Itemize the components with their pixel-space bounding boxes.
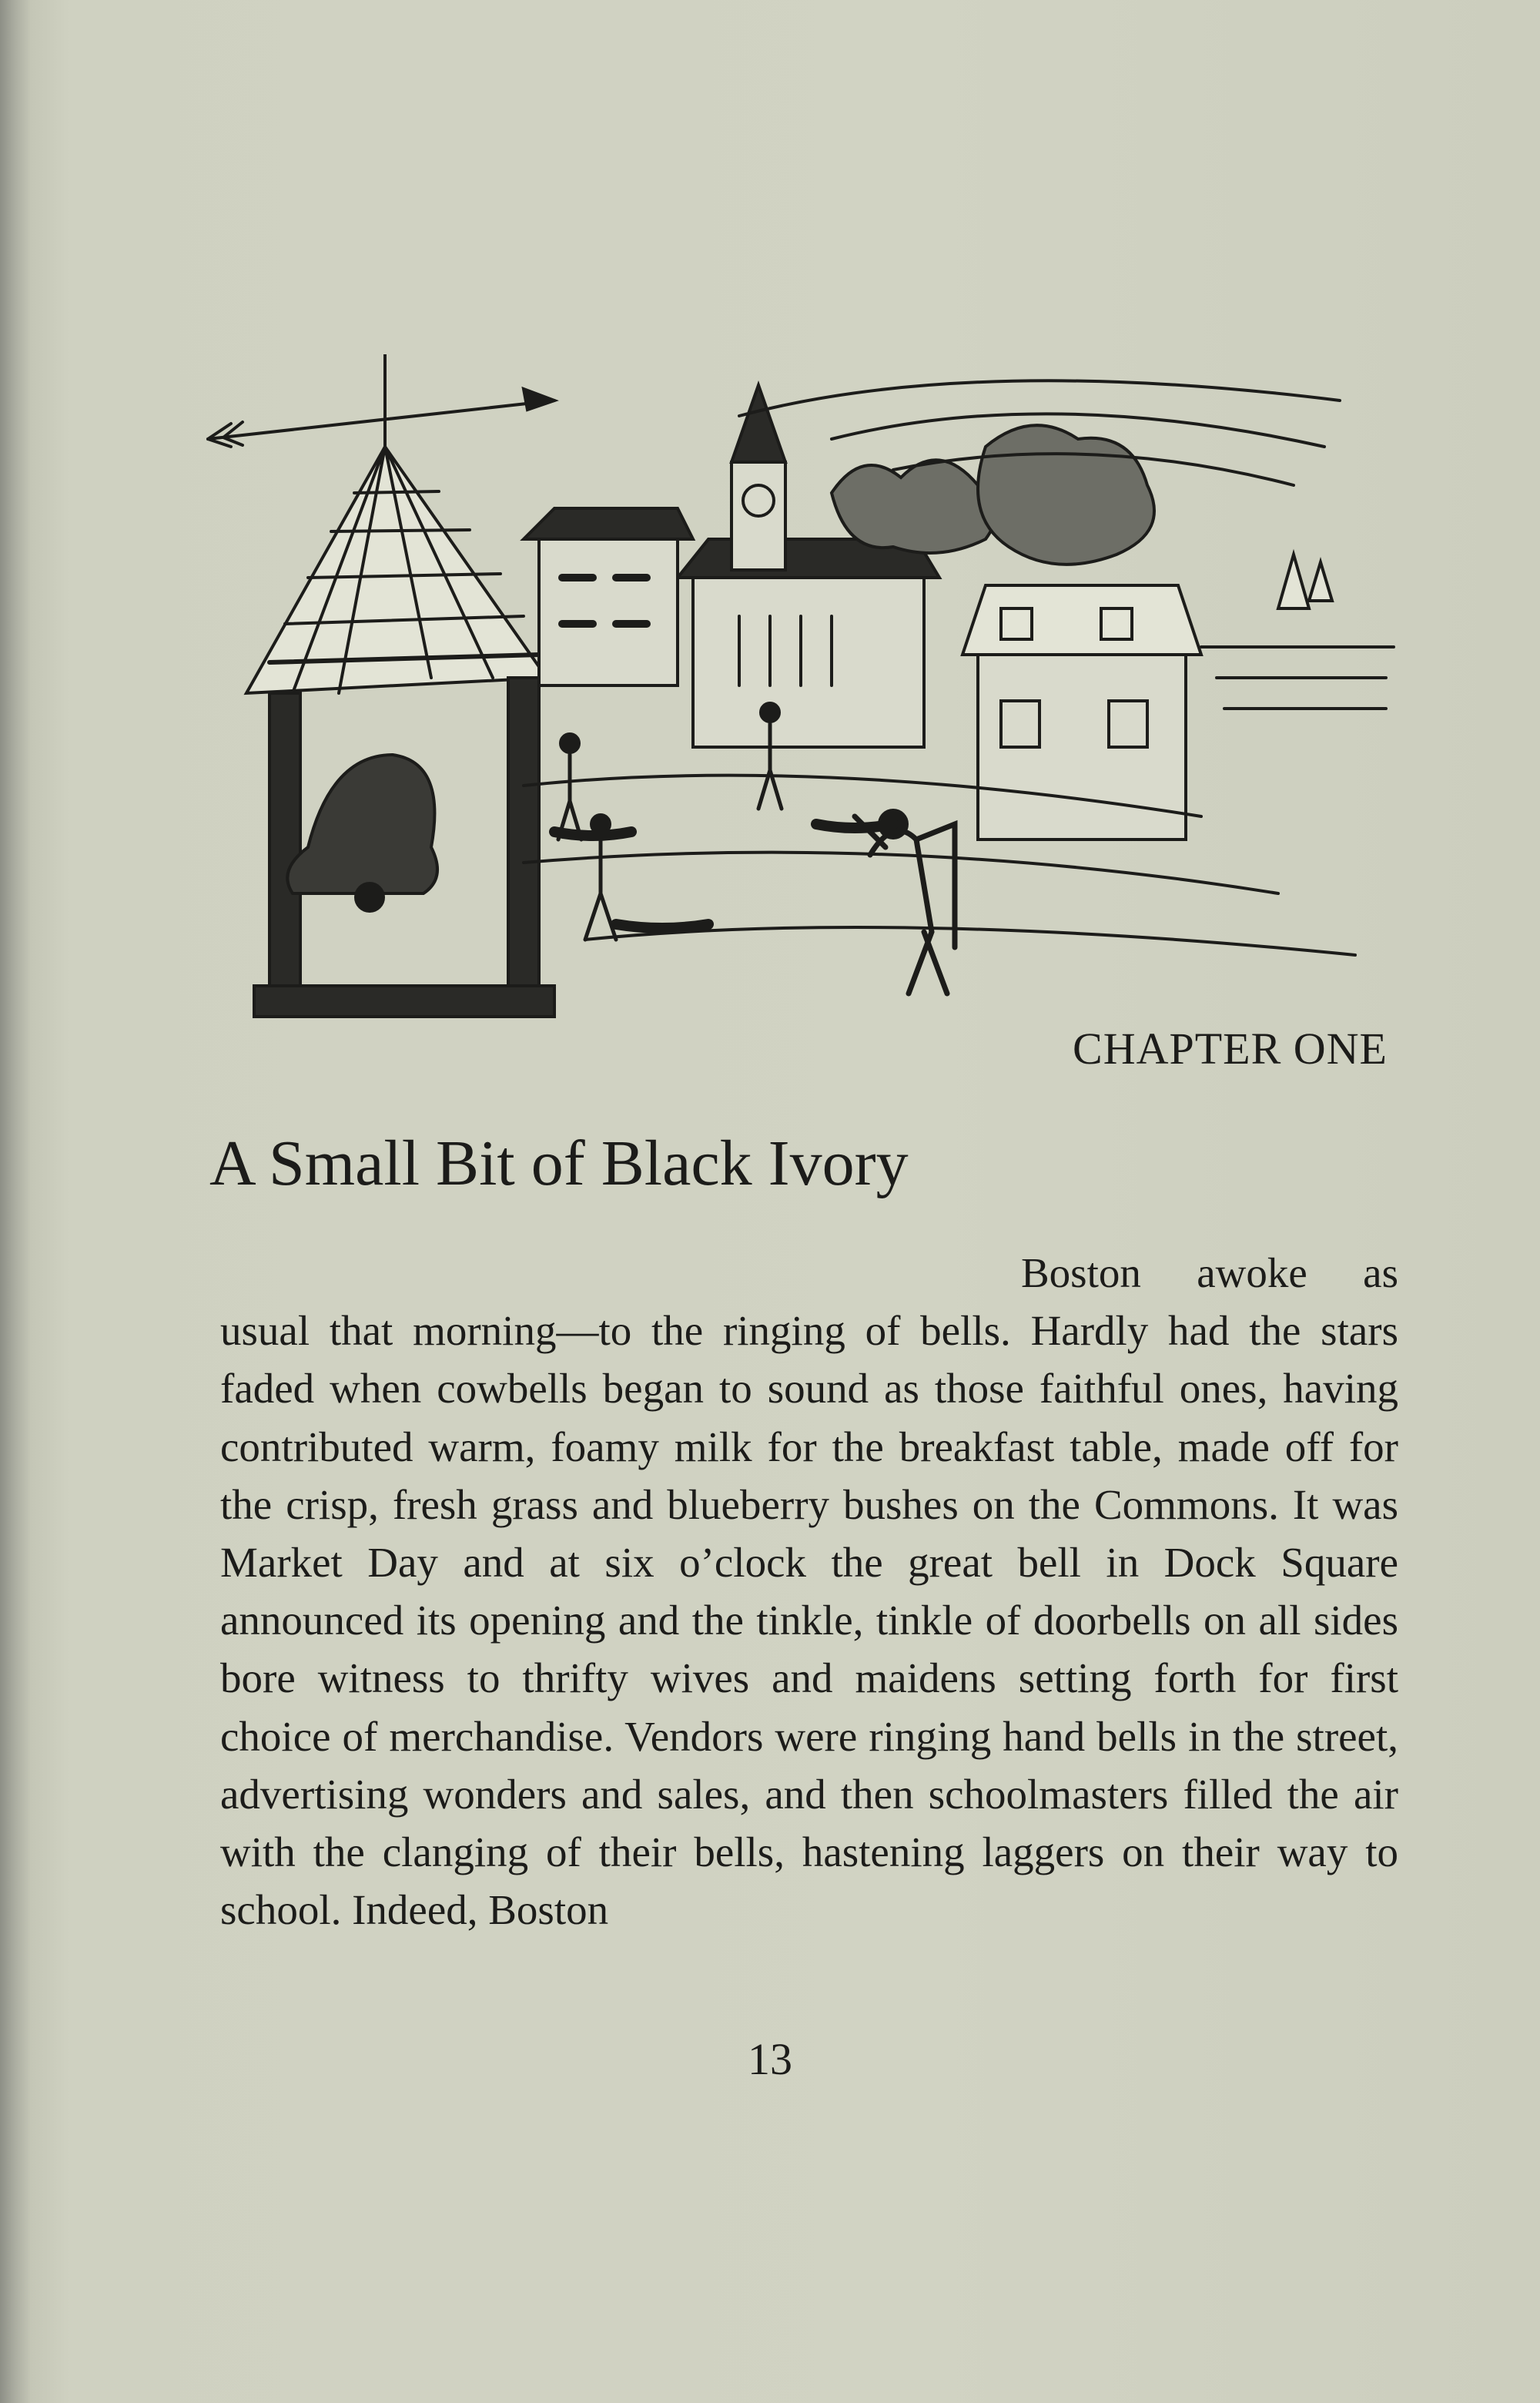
- chapter-title: A Small Bit of Black Ivory: [209, 1128, 909, 1199]
- chapter-illustration: [200, 354, 1401, 1032]
- body-paragraph: [220, 1244, 1398, 1939]
- paragraph-text: Boston awoke as usual that morning—to the ringing of bells. Hardly had the stars faded when cowbells began to sound as those faithful ones, having contributed warm, foamy milk for the breakfast table, made off for the crisp, fresh grass and blueberry bushes on the Commons. It was Market Day and at six o’clock the great bell in Dock Square announced its opening and the tinkle, tinkle of doorbells on all sides bore witness to thrifty wives and maidens setting forth for first choice of merchandise. Vendors were ringing hand bells in the street, advertising wonders and sales, and then schoolmasters filled the air with the clanging of their bells, hastening laggers on their way to school. Indeed, Boston: [220, 1249, 1398, 1934]
- chapter-label: CHAPTER ONE: [1073, 1024, 1388, 1074]
- page-number: 13: [748, 2034, 792, 2084]
